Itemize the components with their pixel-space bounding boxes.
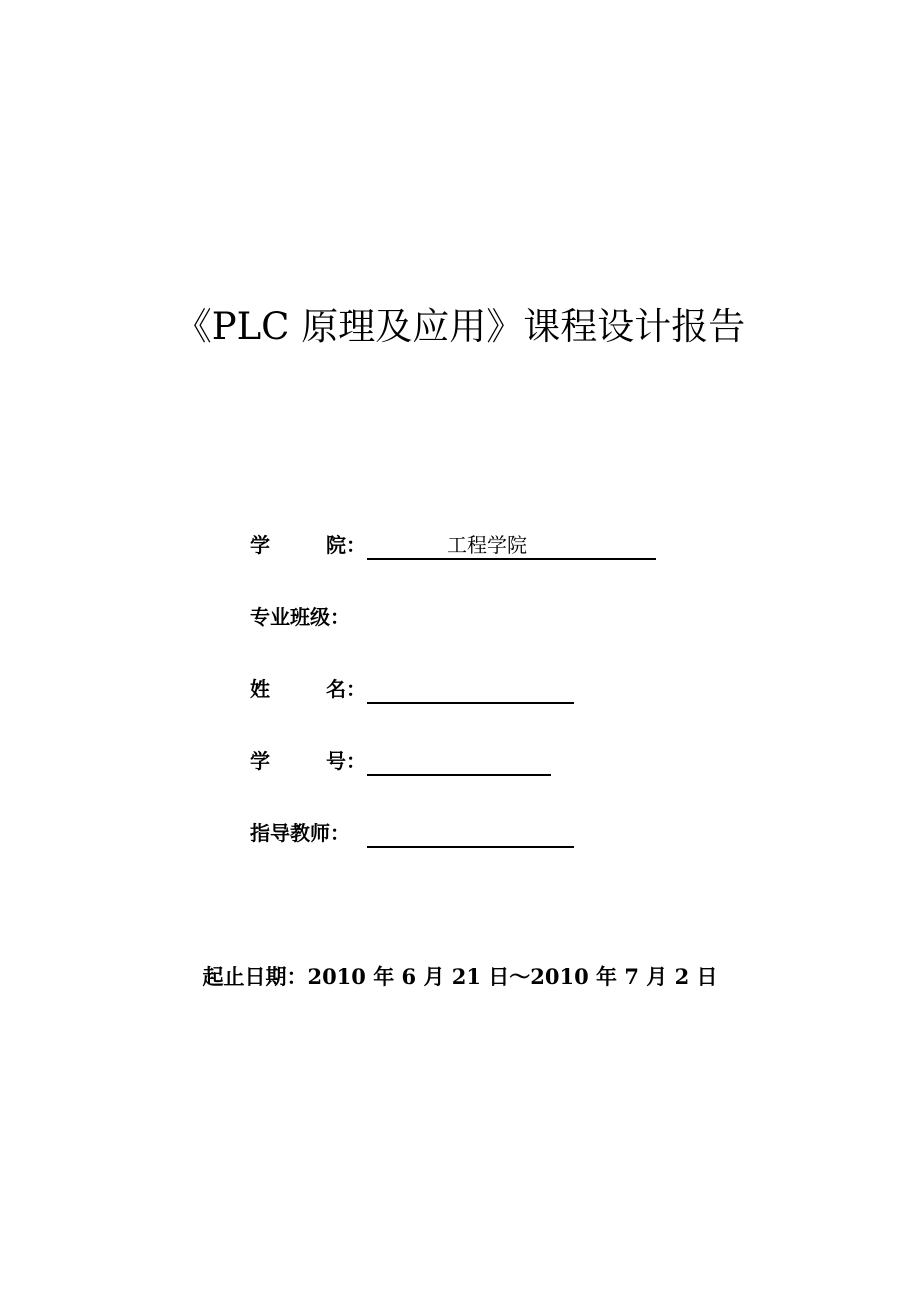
student-id-label: 学 号：: [250, 749, 366, 773]
student-id-field[interactable]: [367, 746, 551, 776]
report-title: 《PLC 原理及应用》课程设计报告: [174, 305, 746, 348]
advisor-field[interactable]: [367, 818, 574, 848]
date-range: 起止日期：2010 年 6 月 21 日～2010 年 7 月 2 日: [202, 964, 718, 989]
college-field[interactable]: [367, 530, 656, 560]
name-field[interactable]: [367, 674, 574, 704]
advisor-label: 指导教师：: [250, 821, 350, 845]
name-label: 姓 名：: [250, 677, 366, 701]
college-label: 学 院：: [250, 533, 366, 557]
college-value: 工程学院: [447, 533, 527, 557]
class-label: 专业班级：: [250, 605, 350, 629]
